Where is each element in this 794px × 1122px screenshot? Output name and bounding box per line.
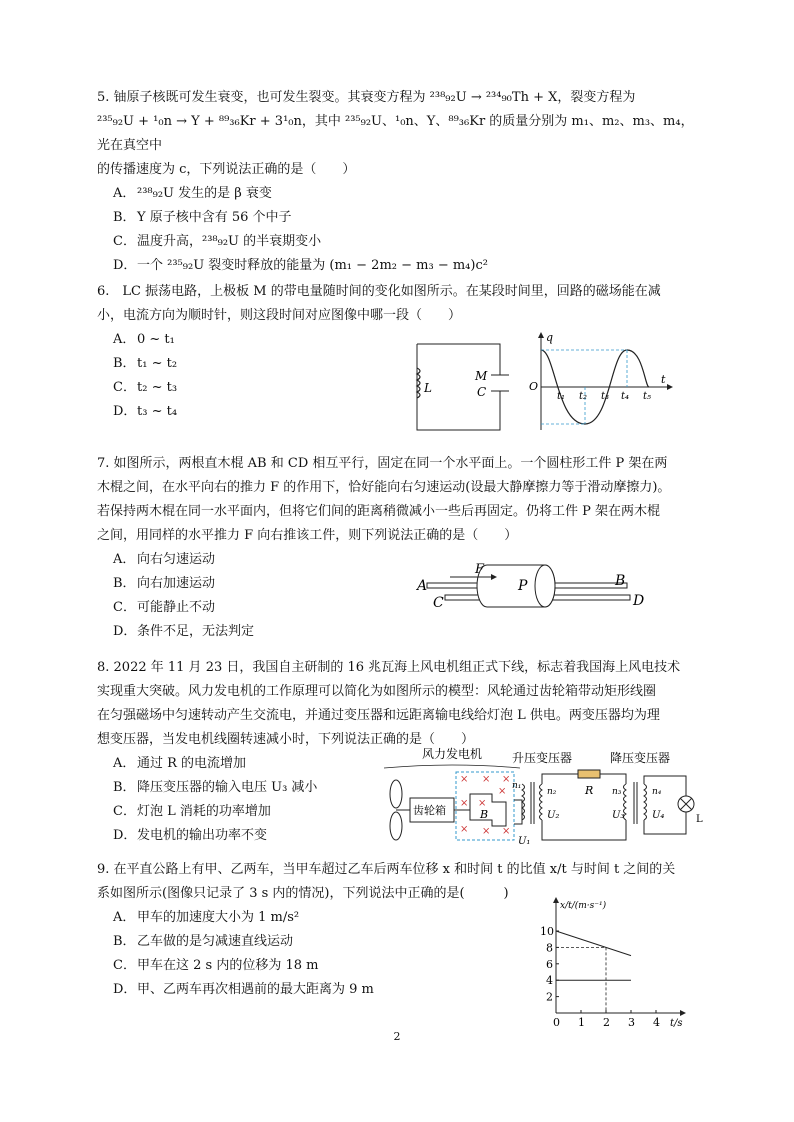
origin-label: O bbox=[529, 380, 539, 393]
t1-label: t₁ bbox=[557, 391, 566, 402]
q7-option-b[interactable]: B．向右加速运动 bbox=[113, 576, 216, 591]
lamp-icon bbox=[678, 796, 694, 812]
x-tick-label: 2 bbox=[603, 1016, 610, 1029]
step-up-label: 升压变压器 bbox=[512, 751, 573, 765]
q7-stem-line2: 木棍之间，在水平向右的推力 F 的作用下，恰好能向右匀速运动(设最大静摩擦力等于滑动摩擦力)。 bbox=[97, 480, 671, 495]
plate-m-label: M bbox=[475, 369, 488, 383]
q5-stem-line1: 5. 铀原子核既可发生衰变，也可发生裂变。其衰变方程为 ²³⁸₉₂U → ²³⁴₉₀Th + X，裂变方程为 bbox=[97, 90, 636, 105]
question-5 bbox=[97, 86, 697, 278]
q5-option-c[interactable]: C．温度升高，²³⁸₉₂U 的半衰期变小 bbox=[113, 234, 322, 249]
q5-option-a[interactable]: A． ²³⁸₉₂U 发生的是 β 衰变 bbox=[113, 186, 272, 201]
label-p: P bbox=[518, 578, 528, 594]
svg-text:×: × bbox=[502, 826, 511, 837]
svg-text:×: × bbox=[460, 824, 469, 835]
x-tick-label: 4 bbox=[653, 1016, 660, 1029]
q7-option-a[interactable]: A． 向右匀速运动 bbox=[113, 552, 216, 567]
u2-label: U₂ bbox=[547, 810, 560, 821]
q9-option-d[interactable]: D．甲、乙两车再次相遇前的最大距离为 9 m bbox=[113, 982, 374, 997]
label-c: C bbox=[433, 595, 444, 611]
q8-stem-line4: 想变压器，当发电机线圈转速减小时，下列说法正确的是（ ） bbox=[97, 732, 475, 747]
resistor-r bbox=[578, 770, 600, 778]
q8-option-a[interactable]: A． 通过 R 的电流增加 bbox=[113, 756, 247, 771]
q6-stem-line2: 小，电流方向为顺时针，则这段时间对应图像中哪一段（ ） bbox=[97, 308, 462, 323]
label-f: F bbox=[475, 562, 485, 577]
y-tick-label: 10 bbox=[540, 925, 554, 938]
q9-graph bbox=[530, 895, 690, 1030]
y-tick-label: 4 bbox=[546, 974, 553, 988]
y-tick-label: 6 bbox=[546, 957, 553, 971]
q8-stem-line1: 8. 2022 年 11 月 23 日，我国自主研制的 16 兆瓦海上风电机组正式下线，标志着我国海上风电技术 bbox=[97, 660, 681, 675]
q7-option-c[interactable]: C．可能静止不动 bbox=[113, 600, 216, 615]
wind-turbine-icon bbox=[390, 780, 410, 840]
q8-option-b[interactable]: B．降压变压器的输入电压 U₃ 减小 bbox=[113, 780, 318, 795]
q8-stem-line3: 在匀强磁场中匀速转动产生交流电，并通过变压器和远距离输电线给灯泡 L 供电。两变压器均为理 bbox=[97, 708, 660, 723]
label-a: A bbox=[417, 578, 428, 594]
q6-option-b[interactable]: B．t₁ ~ t₂ bbox=[113, 356, 178, 371]
q7-figure bbox=[415, 555, 655, 615]
q6-option-a[interactable]: A． 0 ~ t₁ bbox=[113, 332, 175, 347]
label-b: B bbox=[615, 573, 626, 589]
t5-label: t₅ bbox=[643, 391, 652, 402]
u3-label: U₃ bbox=[612, 810, 625, 821]
step-down-label: 降压变压器 bbox=[610, 751, 671, 765]
x-tick-label: 1 bbox=[578, 1016, 585, 1029]
q9-option-c[interactable]: C．甲车在这 2 s 内的位移为 18 m bbox=[113, 958, 319, 973]
label-d: D bbox=[633, 593, 645, 609]
q5-stem-line2: ²³⁵₉₂U + ¹₀n → Y + ⁸⁹₃₆Kr + 3¹₀n，其中 ²³⁵₉₂U、¹₀n、Y、⁸⁹₃₆Kr 的质量分别为 m₁、m₂、m₃、m₄，光在真空中 bbox=[97, 114, 694, 153]
q8-figure bbox=[380, 744, 705, 856]
q6-option-c[interactable]: C．t₂ ~ t₃ bbox=[113, 380, 178, 395]
t3-label: t₃ bbox=[601, 391, 610, 402]
generator-label: 风力发电机 bbox=[422, 747, 483, 761]
n3-label: n₃ bbox=[612, 787, 622, 797]
x-tick-label: 3 bbox=[628, 1016, 635, 1029]
q6-figure bbox=[405, 330, 685, 440]
q5-option-b[interactable]: B．Y 原子核中含有 56 个中子 bbox=[113, 210, 292, 225]
line-jia bbox=[556, 931, 631, 956]
q-t-graph bbox=[538, 332, 673, 430]
y-axis-label: x/t/(m·s⁻¹) bbox=[560, 901, 607, 911]
u4-label: U₄ bbox=[652, 810, 665, 821]
q9-option-a[interactable]: A． 甲车的加速度大小为 1 m/s² bbox=[113, 910, 300, 925]
q-axis-label: q bbox=[546, 331, 554, 344]
gearbox-label: 齿轮箱 bbox=[413, 804, 446, 817]
q6-option-d[interactable]: D．t₃ ~ t₄ bbox=[113, 404, 178, 419]
q7-stem-line1: 7. 如图所示，两根直木棍 AB 和 CD 相互平行，固定在同一个水平面上。一个圆柱形工件 P 架在两 bbox=[97, 456, 668, 471]
t-axis-label: t bbox=[661, 373, 666, 386]
y-tick-label: 8 bbox=[546, 941, 553, 955]
q6-stem-line1: 6. LC 振荡电路，上极板 M 的带电量随时间的变化如图所示。在某段时间里，回路的磁场能在减 bbox=[97, 284, 661, 299]
q7-stem-line3: 若保持两木棍在同一水平面内，但将它们间的距离稍微减小一些后再固定。仍将工件 P 架在两木棍 bbox=[97, 504, 661, 519]
svg-text:×: × bbox=[498, 786, 507, 797]
n2-label: n₂ bbox=[547, 787, 557, 797]
q5-stem-line3: 的传播速度为 c，下列说法正确的是（ ） bbox=[97, 162, 356, 177]
q8-option-c[interactable]: C．灯泡 L 消耗的功率增加 bbox=[113, 804, 271, 819]
inductor-label: L bbox=[424, 381, 432, 395]
svg-text:×: × bbox=[478, 798, 487, 809]
u1-label: U₁ bbox=[518, 836, 531, 847]
lamp-label: L bbox=[696, 814, 703, 825]
q9-option-b[interactable]: B．乙车做的是匀减速直线运动 bbox=[113, 934, 294, 949]
q8-stem-line2: 实现重大突破。风力发电机的工作原理可以简化为如图所示的模型：风轮通过齿轮箱带动矩形线圈 bbox=[97, 684, 657, 699]
q8-option-d[interactable]: D．发电机的输出功率不变 bbox=[113, 828, 268, 843]
q5-option-d[interactable]: D．一个 ²³⁵₉₂U 裂变时释放的能量为 (m₁ − 2m₂ − m₃ − m₄)c² bbox=[113, 258, 488, 273]
x-axis-label: t/s bbox=[670, 1018, 683, 1029]
svg-text:×: × bbox=[460, 774, 469, 785]
page-number: 2 bbox=[393, 1030, 401, 1043]
q9-stem-line2: 系如图所示(图像只记录了 3 s 内的情况)，下列说法中正确的是( ) bbox=[97, 886, 509, 901]
field-b-label: B bbox=[480, 808, 489, 821]
n4-label: n₄ bbox=[652, 787, 662, 797]
svg-text:×: × bbox=[460, 798, 469, 809]
x-tick-label: 0 bbox=[553, 1016, 560, 1029]
t4-label: t₄ bbox=[621, 391, 630, 402]
resistor-label: R bbox=[585, 784, 594, 797]
question-7 bbox=[97, 452, 697, 644]
y-tick-label: 2 bbox=[546, 990, 553, 1004]
capacitor-label: C bbox=[477, 385, 487, 399]
svg-text:×: × bbox=[482, 826, 491, 837]
n1-up-label: n₁ bbox=[512, 781, 522, 791]
svg-text:×: × bbox=[482, 774, 491, 785]
q7-stem-line4: 之间，用同样的水平推力 F 向右推该工件，则下列说法正确的是（ ） bbox=[97, 528, 518, 543]
t2-label: t₂ bbox=[579, 391, 588, 402]
q7-option-d[interactable]: D．条件不足，无法判定 bbox=[113, 624, 255, 639]
svg-text:×: × bbox=[502, 774, 511, 785]
q9-stem-line1: 9. 在平直公路上有甲、乙两车，当甲车超过乙车后两车位移 x 和时间 t 的比值 x/t 与时间 t 之间的关 bbox=[97, 862, 676, 877]
